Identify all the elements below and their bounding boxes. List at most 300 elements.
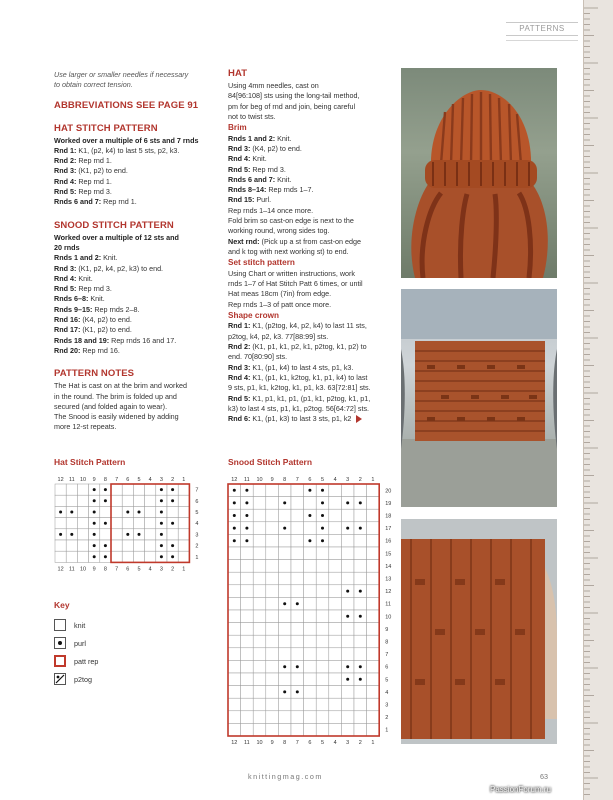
p2tog-slash-glyph [55, 674, 65, 684]
snood-stitch-row-text: Rep rnds 16 and 17. [109, 335, 177, 345]
chart-cell [241, 623, 254, 636]
column-label-bottom: 4 [148, 566, 152, 573]
shape-crown-row-label: Rnd 4: [228, 372, 251, 382]
chart-cell [228, 560, 241, 573]
row-label: 13 [385, 576, 392, 583]
snood-stitch-row-text: Rep rnds 2–8. [92, 304, 140, 314]
column-label-top: 8 [283, 477, 287, 483]
row-label: 3 [195, 532, 199, 539]
row-label: 18 [385, 513, 392, 520]
purl-dot [126, 511, 129, 514]
column-label-top: 6 [308, 477, 312, 483]
tension-note [54, 70, 220, 91]
column-label-bottom: 11 [244, 740, 250, 746]
chart-cell [178, 529, 189, 540]
shape-crown-row-label: Rnd 2: [228, 342, 251, 352]
chart-cell [77, 484, 88, 495]
chart-cell [253, 660, 266, 673]
chart-cell [145, 518, 156, 529]
chart-cell [266, 698, 279, 711]
chart-cell [341, 547, 354, 560]
chart-cell [253, 597, 266, 610]
purl-dot [104, 522, 107, 525]
chart-cell [266, 522, 279, 535]
shape-crown-row-label: Rnd 5: [228, 393, 251, 403]
pattern-notes-line: more 12-st repeats. [54, 422, 117, 432]
chart-cell [266, 572, 279, 585]
chart-cell [367, 686, 380, 699]
row-label: 12 [385, 589, 392, 596]
chart-cell [316, 635, 329, 648]
shape-crown-row [228, 394, 396, 404]
chart-cell [304, 635, 317, 648]
chart-cell [228, 547, 241, 560]
chart-cell [316, 585, 329, 598]
set-stitch-line: rnds 1–7 of Hat Stitch Patt 6 times, or until [228, 279, 363, 289]
chart-cell [367, 623, 380, 636]
purl-dot [245, 501, 248, 504]
tension-note-line-2: to obtain correct tension. [54, 80, 133, 90]
chart-cell [367, 597, 380, 610]
brim-row-text: Purl. [254, 195, 272, 205]
snood-detail-photo [401, 519, 557, 744]
continue-arrow-icon [356, 415, 362, 423]
chart-cell [341, 560, 354, 573]
chart-cell [266, 686, 279, 699]
chart-cell [228, 711, 241, 724]
chart-cell [354, 597, 367, 610]
snood-stitch-row [54, 305, 220, 315]
chart-cell [354, 635, 367, 648]
column-label-bottom: 8 [103, 566, 107, 573]
chart-cell [316, 623, 329, 636]
chart-cell [122, 540, 133, 551]
chart-cell [278, 509, 291, 522]
purl-dot [93, 522, 96, 525]
purl-dot [59, 533, 62, 536]
brim-row-label: Rnds 6 and 7: [228, 174, 276, 184]
chart-cell [329, 509, 342, 522]
key-heading: Key [54, 600, 70, 610]
chart-cell [228, 623, 241, 636]
shape-crown-row-text: (K1, p1, k1, p2, k1, p2tog, k1, p2) to [250, 342, 367, 352]
shape-crown-row-label: Rnd 6: [228, 414, 251, 424]
chart-cell [122, 484, 133, 495]
chart-cell [291, 585, 304, 598]
chart-cell [367, 585, 380, 598]
hat-stitch-row [54, 146, 220, 156]
column-label-top: 7 [295, 477, 299, 483]
row-label: 20 [385, 488, 392, 495]
row-label: 4 [195, 521, 199, 528]
purl-dot [93, 544, 96, 547]
chart-cell [291, 623, 304, 636]
chart-cell [367, 547, 380, 560]
chart-cell [253, 497, 266, 510]
chart-cell [241, 560, 254, 573]
chart-cell [316, 597, 329, 610]
purl-dot [160, 544, 163, 547]
hat-stitch-chart [52, 470, 217, 588]
hat-intro-line: 84[96:108] sts using the long-tail method, [228, 91, 360, 101]
set-stitch-instructions [228, 269, 396, 310]
hat-stitch-row [54, 156, 220, 166]
purl-dot [70, 533, 73, 536]
hat-chart-title: Hat Stitch Pattern [54, 457, 126, 467]
hat-photo [401, 68, 557, 278]
snood-stitch-row [54, 253, 220, 263]
column-label-bottom: 4 [333, 740, 337, 746]
chart-cell [341, 597, 354, 610]
row-label: 15 [385, 551, 392, 558]
snood-stitch-row-text: Rep rnd 3. [76, 284, 112, 294]
chart-cell [266, 547, 279, 560]
hat-stitch-row-label: Rnds 6 and 7: [54, 197, 102, 207]
brim-row [228, 154, 396, 164]
hat-stitch-row [54, 166, 220, 176]
purl-dot [346, 615, 349, 618]
shape-crown-row [228, 342, 396, 352]
key-label-knit: knit [74, 621, 86, 630]
hat-stitch-row-text: Rep rnd 1. [76, 176, 112, 186]
purl-dot [359, 615, 362, 618]
brim-instruction-line: working round, wrong sides tog. [228, 226, 330, 236]
brim-row [228, 165, 396, 175]
chart-cell [304, 522, 317, 535]
chart-cell [341, 698, 354, 711]
purl-dot [171, 544, 174, 547]
shape-crown-row [228, 414, 396, 424]
shape-crown-row-text: K1, p1, k1, p1, (p1, k1, p2tog, k1, p1, [250, 393, 371, 403]
snood-detail-illustration [401, 519, 557, 744]
chart-cell [228, 585, 241, 598]
pattern-notes-heading: PATTERN NOTES [54, 368, 135, 380]
chart-cell [291, 635, 304, 648]
purl-dot [283, 501, 286, 504]
chart-cell [111, 518, 122, 529]
row-label: 1 [385, 727, 389, 734]
shape-crown-row [228, 363, 396, 373]
chart-cell [133, 540, 144, 551]
chart-cell [55, 518, 66, 529]
purl-dot [104, 555, 107, 558]
pattern-repeat-box-icon [54, 655, 66, 667]
chart-cell [329, 623, 342, 636]
chart-cell [241, 547, 254, 560]
purl-dot [171, 555, 174, 558]
purl-dot [346, 501, 349, 504]
chart-cell [291, 698, 304, 711]
column-label-bottom: 9 [270, 740, 274, 746]
brim-row [228, 195, 396, 205]
shape-crown-heading: Shape crown [228, 310, 279, 320]
chart-cell [304, 585, 317, 598]
shape-crown-row-continuation: k3) to last 4 sts, p1, k1, p2tog. 56[64:72] sts. [228, 403, 370, 413]
chart-cell [253, 547, 266, 560]
chart-cell [367, 673, 380, 686]
hat-stitch-row [54, 197, 220, 207]
chart-cell [304, 572, 317, 585]
column-label-top: 1 [182, 477, 186, 483]
chart-cell [329, 547, 342, 560]
brim-row [228, 144, 396, 154]
chart-cell [329, 585, 342, 598]
chart-cell [329, 497, 342, 510]
chart-cell [316, 660, 329, 673]
hat-stitch-row-text: Rep rnd 1. [101, 197, 137, 207]
snood-stitch-row-label: Rnds 9–15: [54, 304, 93, 314]
snood-stitch-row [54, 336, 220, 346]
watermark-credit: PassionForum.ru [490, 785, 551, 794]
chart-cell [354, 698, 367, 711]
chart-cell [341, 723, 354, 736]
chart-cell [145, 529, 156, 540]
next-round-line-2: and k tog with next working st) to end. [228, 246, 349, 256]
chart-cell [66, 518, 77, 529]
row-label: 9 [385, 626, 389, 633]
chart-cell [178, 484, 189, 495]
chart-cell [304, 560, 317, 573]
hat-stitch-row-text: Rep rnd 1. [76, 156, 112, 166]
purl-dot [171, 522, 174, 525]
purl-dot [245, 514, 248, 517]
row-label: 5 [385, 677, 389, 684]
chart-cell [354, 547, 367, 560]
snood-stitch-heading: SNOOD STITCH PATTERN [54, 219, 174, 231]
column-label-top: 12 [57, 477, 64, 483]
chart-cell [341, 711, 354, 724]
snood-stitch-row [54, 264, 220, 274]
purl-dot [283, 527, 286, 530]
shape-crown-row-label: Rnd 3: [228, 362, 251, 372]
chart-cell [329, 686, 342, 699]
purl-dot [93, 499, 96, 502]
chart-cell [291, 497, 304, 510]
chart-cell [122, 518, 133, 529]
hat-intro-line: pm for beg of rnd and join, being careful [228, 101, 356, 111]
chart-cell [354, 648, 367, 661]
chart-cell [77, 529, 88, 540]
brim-rows [228, 134, 396, 206]
purl-dot [93, 488, 96, 491]
row-label: 6 [195, 498, 199, 505]
purl-dot [283, 602, 286, 605]
purl-dot [346, 678, 349, 681]
snood-stitch-row-text: (K1, p2) to end. [80, 325, 132, 335]
chart-cell [145, 484, 156, 495]
column-middle [228, 68, 396, 424]
chart-cell [253, 484, 266, 497]
chart-cell [367, 484, 380, 497]
chart-cell [253, 585, 266, 598]
snood-stitch-row-label: Rnds 1 and 2: [54, 253, 102, 263]
column-label-bottom: 7 [115, 566, 119, 573]
snood-stitch-row-text: Knit. [76, 273, 93, 283]
column-label-top: 6 [126, 477, 130, 483]
chart-cell [341, 686, 354, 699]
snood-stitch-row-label: Rnd 4: [54, 273, 77, 283]
brim-instructions [228, 206, 396, 237]
chart-cell [304, 686, 317, 699]
snood-stitch-row-label: Rnd 16: [54, 315, 81, 325]
snood-stitch-row-label: Rnds 18 and 19: [54, 335, 110, 345]
shape-crown-row-text: K1, (p2tog, k4, p2, k4) to last 11 sts, [250, 321, 367, 331]
chart-cell [304, 648, 317, 661]
page-number: 63 [540, 772, 548, 781]
row-label: 2 [385, 715, 389, 722]
purl-dot [171, 488, 174, 491]
chart-cell [228, 698, 241, 711]
chart-cell [133, 484, 144, 495]
row-label: 10 [385, 614, 392, 621]
snood-stitch-multiple-1: Worked over a multiple of 12 sts and [54, 232, 179, 242]
hat-stitch-multiple: Worked over a multiple of 6 sts and 7 rnds [54, 135, 199, 145]
chart-cell [316, 547, 329, 560]
snood-stitch-multiple-2: 20 rnds [54, 242, 80, 252]
chart-cell [178, 518, 189, 529]
chart-cell [266, 484, 279, 497]
snood-stitch-row [54, 315, 220, 325]
chart-cell [304, 698, 317, 711]
chart-cell [253, 673, 266, 686]
hat-intro [228, 81, 396, 122]
purl-dot [171, 499, 174, 502]
shape-crown-row-continuation: p2tog, k4, p2, k3. 77[88:99] sts. [228, 331, 329, 341]
column-label-top: 4 [148, 477, 152, 483]
brim-row [228, 175, 396, 185]
purl-dot [138, 511, 141, 514]
chart-cell [367, 522, 380, 535]
chart-cell [253, 560, 266, 573]
chart-cell [304, 723, 317, 736]
chart-cell [253, 635, 266, 648]
chart-cell [354, 711, 367, 724]
row-label: 16 [385, 538, 392, 545]
chart-cell [122, 551, 133, 562]
chart-cell [278, 534, 291, 547]
purl-dot [160, 533, 163, 536]
purl-dot [245, 539, 248, 542]
column-label-top: 9 [270, 477, 274, 483]
column-label-bottom: 3 [159, 566, 163, 573]
purl-dot [233, 489, 236, 492]
column-label-bottom: 11 [68, 566, 75, 573]
chart-cell [329, 522, 342, 535]
purl-dot [160, 555, 163, 558]
purl-dot [359, 665, 362, 668]
pattern-notes-line: secured (and folded again to wear). [54, 401, 168, 411]
chart-cell [167, 506, 178, 517]
column-label-bottom: 10 [256, 740, 263, 746]
purl-dot [233, 539, 236, 542]
chart-cell [66, 551, 77, 562]
chart-cell [354, 723, 367, 736]
purl-dot [138, 533, 141, 536]
brim-row-text: Rep rnds 1–7. [266, 185, 314, 195]
p2tog-slash-icon [54, 673, 66, 685]
pattern-notes-line: in the round. The brim is folded up and [54, 391, 177, 401]
chart-cell [77, 551, 88, 562]
column-label-bottom: 2 [358, 740, 362, 746]
chart-cell [178, 495, 189, 506]
chart-cell [266, 660, 279, 673]
chart-cell [241, 585, 254, 598]
ruler-ticks [584, 0, 613, 800]
chart-cell [278, 673, 291, 686]
chart-cell [122, 495, 133, 506]
purl-dot [321, 501, 324, 504]
purl-dot [321, 514, 324, 517]
next-round-text: (Pick up a st from cast-on edge [259, 236, 362, 246]
brim-row-text: Knit. [275, 133, 292, 143]
chart-cell [341, 648, 354, 661]
pattern-notes-body [54, 381, 220, 432]
chart-cell [66, 540, 77, 551]
snood-stitch-row-text: (K1, p2, k4, p2, k3) to end. [76, 263, 164, 273]
chart-cell [278, 547, 291, 560]
brim-row [228, 185, 396, 195]
snood-stitch-row-label: Rnd 3: [54, 263, 77, 273]
column-label-top: 10 [256, 477, 263, 483]
chart-cell [278, 484, 291, 497]
brim-row [228, 134, 396, 144]
hat-stitch-row-text: (K1, p2) to end. [76, 166, 128, 176]
chart-cell [253, 509, 266, 522]
set-stitch-line: Hat meas 18cm (7in) from edge. [228, 289, 332, 299]
snood-stitch-row [54, 294, 220, 304]
purl-dot [308, 489, 311, 492]
chart-cell [228, 610, 241, 623]
chart-cell [266, 497, 279, 510]
brim-row-text: Knit. [275, 174, 292, 184]
brim-row-label: Rnds 8–14: [228, 185, 267, 195]
row-label: 6 [385, 664, 389, 671]
chart-cell [266, 711, 279, 724]
purl-dot [359, 590, 362, 593]
chart-cell [291, 547, 304, 560]
hat-stitch-row-text: K1, (p2, k4) to last 5 sts, p2, k3. [76, 145, 180, 155]
snood-stitch-row-text: Knit. [101, 253, 118, 263]
chart-cell [354, 484, 367, 497]
chart-cell [253, 723, 266, 736]
column-label-top: 7 [115, 477, 119, 483]
chart-cell [291, 610, 304, 623]
chart-cell [253, 534, 266, 547]
next-round-line [228, 237, 396, 247]
chart-cell [329, 610, 342, 623]
chart-cell [145, 495, 156, 506]
column-label-top: 1 [371, 477, 375, 483]
chart-cell [266, 723, 279, 736]
purl-dot [346, 665, 349, 668]
chart-cell [329, 534, 342, 547]
row-label: 8 [385, 639, 389, 646]
tension-note-line-1: Use larger or smaller needles if necessary [54, 70, 189, 79]
chart-cell [228, 723, 241, 736]
column-label-top: 5 [320, 477, 325, 483]
chart-cell [241, 648, 254, 661]
chart-cell [304, 597, 317, 610]
snood-flat-illustration [401, 289, 557, 507]
column-label-bottom: 5 [320, 740, 325, 746]
chart-cell [253, 610, 266, 623]
chart-cell [329, 560, 342, 573]
hat-stitch-row-label: Rnd 5: [54, 187, 77, 197]
purl-dot [70, 511, 73, 514]
chart-cell [341, 484, 354, 497]
purl-dot [126, 533, 129, 536]
chart-cell [291, 534, 304, 547]
